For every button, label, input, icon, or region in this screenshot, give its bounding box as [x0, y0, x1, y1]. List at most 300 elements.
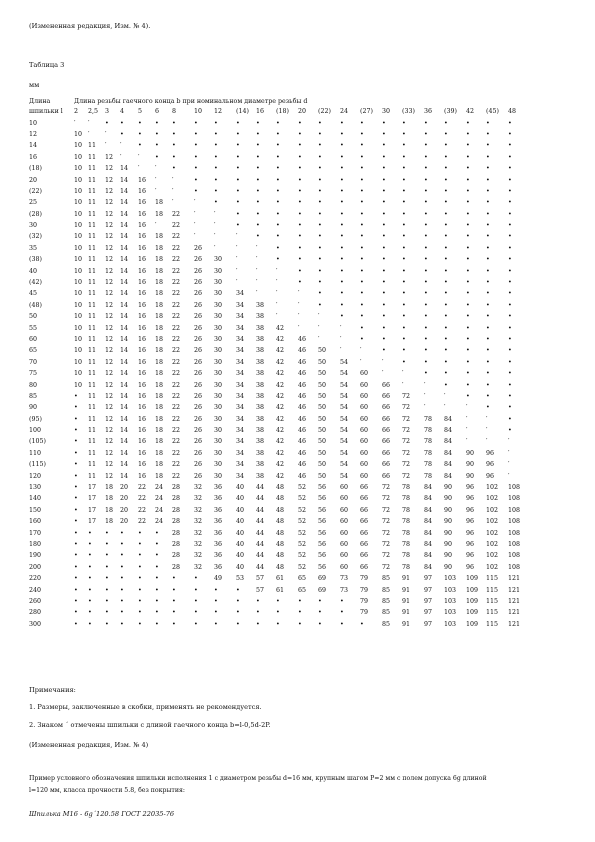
thread-length-cell: • [276, 210, 280, 218]
thread-length-cell: • [236, 620, 240, 628]
thread-length-cell: 26 [194, 472, 203, 480]
thread-length-cell: • [172, 620, 176, 628]
thread-length-cell: 10 [74, 176, 83, 184]
thread-length-cell: • [402, 210, 406, 218]
thread-length-cell: 22 [172, 256, 181, 264]
thread-length-cell: • [486, 392, 490, 400]
thread-length-cell: 42 [276, 449, 285, 457]
thread-length-cell: 14 [120, 461, 129, 469]
thread-length-cell: • [360, 199, 364, 207]
thread-length-cell: 17 [88, 518, 97, 526]
length-cell: 120 [29, 472, 42, 480]
thread-length-cell: • [298, 233, 302, 241]
thread-length-cell: • [298, 279, 302, 287]
thread-length-table [29, 98, 524, 631]
thread-length-cell: 103 [444, 597, 457, 605]
thread-length-cell: • [424, 267, 428, 275]
table-row [29, 517, 524, 528]
table-row [29, 255, 524, 266]
thread-length-cell: • [466, 199, 470, 207]
thread-length-cell: 78 [424, 415, 433, 423]
thread-length-cell: 18 [155, 347, 164, 355]
thread-length-cell: • [172, 597, 176, 605]
thread-length-cell: 66 [360, 563, 369, 571]
thread-length-cell: • [508, 290, 512, 298]
thread-length-cell: • [276, 165, 280, 173]
thread-length-cell: ′ [382, 370, 384, 378]
thread-length-cell: • [508, 130, 512, 138]
thread-length-cell: 22 [172, 461, 181, 469]
thread-length-cell: 46 [298, 392, 307, 400]
thread-length-cell: 84 [444, 438, 453, 446]
thread-length-cell: 115 [486, 597, 499, 605]
thread-length-cell: • [486, 358, 490, 366]
thread-length-cell: • [88, 597, 92, 605]
thread-length-cell: • [444, 199, 448, 207]
thread-length-cell: • [340, 222, 344, 230]
thread-length-cell: 85 [382, 575, 391, 583]
table-row [29, 460, 524, 471]
thread-length-cell: 18 [155, 267, 164, 275]
thread-length-cell: • [402, 153, 406, 161]
thread-length-cell: • [172, 586, 176, 594]
thread-length-cell: • [424, 358, 428, 366]
thread-length-cell: • [508, 404, 512, 412]
thread-length-cell: • [256, 609, 260, 617]
thread-length-cell: ′ [256, 279, 258, 287]
thread-length-cell: • [444, 233, 448, 241]
thread-length-cell: • [155, 142, 159, 150]
thread-length-cell: 38 [256, 392, 265, 400]
thread-length-cell: • [508, 392, 512, 400]
thread-length-cell: 12 [105, 233, 114, 241]
thread-length-cell: 66 [382, 381, 391, 389]
thread-length-cell: • [486, 176, 490, 184]
thread-length-cell: • [88, 586, 92, 594]
thread-length-cell: • [508, 301, 512, 309]
thread-length-cell: • [424, 153, 428, 161]
thread-length-cell: • [214, 130, 218, 138]
thread-length-cell: 12 [105, 313, 114, 321]
thread-length-cell: • [486, 267, 490, 275]
thread-length-cell: • [88, 541, 92, 548]
thread-length-cell: 60 [340, 495, 349, 503]
thread-length-cell: • [466, 358, 470, 366]
diameter-header-cell: 6 [155, 108, 160, 116]
length-cell: 260 [29, 597, 42, 605]
thread-length-cell: • [444, 222, 448, 230]
thread-length-cell: • [424, 324, 428, 332]
thread-length-cell: 72 [402, 404, 411, 412]
thread-length-cell: 11 [88, 176, 97, 184]
thread-length-cell: 12 [105, 324, 114, 332]
thread-length-cell: • [402, 358, 406, 366]
table-row [29, 289, 524, 300]
thread-length-cell: ′ [155, 165, 157, 173]
thread-length-cell: 14 [120, 244, 129, 252]
table-row [29, 243, 524, 254]
thread-length-cell: • [340, 176, 344, 184]
thread-length-cell: • [236, 130, 240, 138]
thread-length-cell: 18 [155, 210, 164, 218]
thread-length-cell: 46 [298, 347, 307, 355]
thread-length-cell: 66 [382, 472, 391, 480]
length-cell: (38) [29, 256, 42, 264]
thread-length-cell: 56 [318, 552, 327, 560]
thread-length-cell: 40 [236, 541, 245, 548]
length-cell: (115) [29, 461, 46, 469]
thread-length-cell: 26 [194, 301, 203, 309]
thread-length-cell: ′ [214, 222, 216, 230]
thread-length-cell: • [340, 267, 344, 275]
thread-length-cell: 30 [214, 358, 223, 366]
thread-length-cell: 28 [172, 541, 181, 548]
thread-length-cell: 84 [424, 495, 433, 503]
thread-length-cell: 12 [105, 358, 114, 366]
thread-length-cell: 14 [120, 313, 129, 321]
thread-length-cell: 16 [138, 358, 147, 366]
thread-length-cell: • [318, 199, 322, 207]
thread-length-cell: 46 [298, 449, 307, 457]
thread-length-cell: 12 [105, 153, 114, 161]
length-cell: 80 [29, 381, 38, 389]
thread-length-cell: 10 [74, 187, 83, 195]
thread-length-cell: 14 [120, 256, 129, 264]
thread-length-cell: 12 [105, 381, 114, 389]
thread-length-cell: • [236, 142, 240, 150]
thread-length-cell: • [74, 586, 78, 594]
thread-length-cell: 84 [424, 541, 433, 548]
thread-length-cell: 12 [105, 210, 114, 218]
table-row [29, 426, 524, 437]
thread-length-cell: • [74, 449, 78, 457]
table-row [29, 334, 524, 345]
thread-length-cell: • [155, 153, 159, 161]
thread-length-cell: 26 [194, 449, 203, 457]
thread-length-cell: 16 [138, 279, 147, 287]
thread-length-cell: • [74, 392, 78, 400]
thread-length-cell: • [444, 119, 448, 127]
thread-length-cell: • [105, 597, 109, 605]
thread-length-cell: ′ [194, 199, 196, 207]
thread-length-cell: • [424, 347, 428, 355]
thread-length-cell: • [155, 119, 159, 127]
thread-length-cell: • [466, 119, 470, 127]
thread-length-cell: • [214, 586, 218, 594]
thread-length-cell: ′ [424, 392, 426, 400]
table-row [29, 209, 524, 220]
thread-length-cell: 12 [105, 176, 114, 184]
thread-length-cell: 30 [214, 324, 223, 332]
thread-length-cell: • [256, 233, 260, 241]
thread-length-cell: • [298, 119, 302, 127]
thread-length-cell: 14 [120, 301, 129, 309]
thread-length-cell: • [486, 381, 490, 389]
thread-length-cell: 26 [194, 392, 203, 400]
thread-length-cell: 30 [214, 438, 223, 446]
thread-length-cell: 44 [256, 552, 265, 560]
thread-length-cell: ′ [194, 210, 196, 218]
thread-length-cell: 36 [214, 495, 223, 503]
thread-length-cell: 34 [236, 461, 245, 469]
thread-length-cell: 85 [382, 597, 391, 605]
thread-length-cell: • [508, 199, 512, 207]
table-header-row-2 [29, 107, 524, 118]
thread-length-cell: • [298, 165, 302, 173]
thread-length-cell: 16 [138, 381, 147, 389]
thread-length-cell: ′ [74, 119, 76, 127]
thread-length-cell: 42 [276, 347, 285, 355]
length-cell: 240 [29, 586, 42, 594]
diameter-header-cell: (27) [360, 108, 373, 116]
thread-length-cell: • [120, 563, 124, 571]
thread-length-cell: 12 [105, 461, 114, 469]
thread-length-cell: ′ [88, 130, 90, 138]
thread-length-cell: ′ [486, 427, 488, 435]
thread-length-cell: ′ [172, 199, 174, 207]
thread-length-cell: 69 [318, 586, 327, 594]
thread-length-cell: • [105, 529, 109, 537]
length-cell: 100 [29, 427, 42, 435]
thread-length-cell: 18 [155, 370, 164, 378]
table-row [29, 585, 524, 596]
thread-length-cell: ′ [466, 438, 468, 446]
thread-length-cell: 14 [120, 267, 129, 275]
thread-length-cell: 50 [318, 358, 327, 366]
length-cell: 60 [29, 335, 38, 343]
thread-length-cell: • [486, 199, 490, 207]
thread-length-cell: 46 [298, 404, 307, 412]
thread-length-cell: 78 [402, 506, 411, 514]
thread-length-cell: 12 [105, 244, 114, 252]
thread-length-cell: 48 [276, 506, 285, 514]
thread-length-cell: 108 [508, 518, 521, 526]
thread-length-cell: • [486, 210, 490, 218]
thread-length-cell: • [276, 142, 280, 150]
table-row [29, 152, 524, 163]
thread-length-cell: 14 [120, 472, 129, 480]
thread-length-cell: 60 [360, 427, 369, 435]
thread-length-cell: • [138, 119, 142, 127]
thread-length-cell: ′ [155, 176, 157, 184]
thread-length-cell: 12 [105, 472, 114, 480]
thread-length-cell: 48 [276, 495, 285, 503]
thread-length-cell: 12 [105, 199, 114, 207]
thread-length-cell: • [340, 187, 344, 195]
thread-length-cell: • [155, 130, 159, 138]
thread-length-cell: • [444, 176, 448, 184]
thread-length-cell: • [88, 609, 92, 617]
thread-length-cell: 108 [508, 563, 521, 571]
thread-length-cell: 103 [444, 609, 457, 617]
thread-length-cell: ′ [318, 335, 320, 343]
thread-length-cell: • [318, 130, 322, 138]
thread-length-cell: • [194, 176, 198, 184]
thread-length-cell: ′ [360, 358, 362, 366]
thread-length-cell: • [138, 620, 142, 628]
thread-length-cell: • [486, 279, 490, 287]
table-row [29, 414, 524, 425]
thread-length-cell: 91 [402, 586, 411, 594]
thread-length-cell: • [74, 495, 78, 503]
thread-length-cell: 16 [138, 290, 147, 298]
thread-length-cell: 108 [508, 552, 521, 560]
thread-length-cell: • [236, 609, 240, 617]
thread-length-cell: • [298, 199, 302, 207]
thread-length-cell: ′ [424, 404, 426, 412]
thread-length-cell: 52 [298, 541, 307, 548]
thread-length-cell: 22 [172, 313, 181, 321]
length-cell: 50 [29, 313, 38, 321]
table-row [29, 551, 524, 562]
thread-length-cell: • [120, 130, 124, 138]
thread-length-cell: 36 [214, 506, 223, 514]
thread-length-cell: 14 [120, 449, 129, 457]
thread-length-cell: • [424, 256, 428, 264]
thread-length-cell: • [360, 335, 364, 343]
thread-length-cell: • [382, 347, 386, 355]
thread-length-cell: 17 [88, 506, 97, 514]
thread-length-cell: 84 [424, 563, 433, 571]
thread-length-cell: • [508, 427, 512, 435]
thread-length-cell: • [340, 290, 344, 298]
thread-length-cell: 18 [155, 449, 164, 457]
thread-length-cell: 46 [298, 472, 307, 480]
thread-length-cell: 66 [360, 552, 369, 560]
length-cell: (105) [29, 438, 46, 446]
thread-length-cell: 44 [256, 541, 265, 548]
thread-length-cell: 97 [424, 575, 433, 583]
thread-length-cell: ′ [276, 290, 278, 298]
thread-length-cell: 34 [236, 415, 245, 423]
thread-length-cell: 24 [155, 484, 164, 492]
thread-length-cell: 79 [360, 597, 369, 605]
thread-length-cell: 44 [256, 563, 265, 571]
thread-length-cell: 72 [402, 415, 411, 423]
thread-length-cell: • [508, 119, 512, 127]
thread-length-cell: 32 [194, 529, 203, 537]
thread-length-cell: • [194, 165, 198, 173]
thread-length-cell: 72 [382, 541, 391, 548]
thread-length-cell: • [402, 222, 406, 230]
thread-length-cell: 18 [155, 461, 164, 469]
thread-length-cell: 16 [138, 461, 147, 469]
thread-length-cell: 22 [172, 427, 181, 435]
table-row [29, 403, 524, 414]
diameter-header-cell: 10 [194, 108, 203, 116]
thread-length-cell: 26 [194, 267, 203, 275]
thread-length-cell: 18 [105, 484, 114, 492]
thread-length-cell: 30 [214, 313, 223, 321]
thread-length-cell: 16 [138, 187, 147, 195]
thread-length-cell: 18 [155, 233, 164, 241]
thread-length-cell: 32 [194, 563, 203, 571]
thread-length-cell: 14 [120, 165, 129, 173]
thread-length-cell: 85 [382, 609, 391, 617]
thread-length-cell: • [382, 267, 386, 275]
thread-length-cell: 10 [74, 335, 83, 343]
table-row [29, 448, 524, 459]
diameter-header-cell: 16 [256, 108, 265, 116]
length-cell: 300 [29, 620, 42, 628]
thread-length-cell: 12 [105, 301, 114, 309]
thread-length-cell: 97 [424, 620, 433, 628]
thread-length-cell: 22 [172, 324, 181, 332]
thread-length-cell: 18 [155, 438, 164, 446]
edit-note: (Измененная редакция, Изм. № 4) [29, 741, 149, 749]
thread-length-cell: 84 [424, 529, 433, 537]
thread-length-cell: • [444, 279, 448, 287]
thread-length-cell: • [298, 609, 302, 617]
thread-length-cell: 108 [508, 506, 521, 514]
thread-length-cell: 56 [318, 495, 327, 503]
thread-length-cell: • [88, 575, 92, 583]
length-cell: 45 [29, 290, 38, 298]
thread-length-cell: 36 [214, 529, 223, 537]
thread-length-cell: 46 [298, 335, 307, 343]
thread-length-cell: • [138, 142, 142, 150]
thread-length-cell: • [508, 358, 512, 366]
table-row [29, 437, 524, 448]
thread-length-cell: ′ [236, 256, 238, 264]
thread-length-cell: 54 [340, 370, 349, 378]
thread-length-cell: 17 [88, 484, 97, 492]
thread-length-cell: • [172, 142, 176, 150]
thread-length-cell: • [360, 119, 364, 127]
thread-length-cell: • [402, 199, 406, 207]
length-cell: 35 [29, 244, 38, 252]
thread-length-cell: 38 [256, 415, 265, 423]
thread-length-cell: 26 [194, 244, 203, 252]
thread-length-cell: ′ [486, 438, 488, 446]
thread-length-cell: • [88, 563, 92, 571]
thread-length-cell: 20 [120, 506, 129, 514]
thread-length-cell: 10 [74, 210, 83, 218]
thread-length-cell: 16 [138, 335, 147, 343]
thread-length-cell: • [360, 210, 364, 218]
thread-length-cell: • [382, 187, 386, 195]
thread-length-cell: 18 [155, 313, 164, 321]
thread-length-cell: 14 [120, 279, 129, 287]
thread-length-cell: 54 [340, 415, 349, 423]
thread-length-cell: ′ [120, 153, 122, 161]
thread-length-cell: 12 [105, 427, 114, 435]
thread-length-cell: • [276, 199, 280, 207]
thread-length-cell: ′ [466, 427, 468, 435]
thread-length-cell: • [402, 267, 406, 275]
thread-length-cell: • [256, 620, 260, 628]
thread-length-cell: 10 [74, 153, 83, 161]
thread-length-cell: 14 [120, 404, 129, 412]
diameter-header-cell: 2 [74, 108, 79, 116]
thread-length-cell: • [74, 438, 78, 446]
thread-length-cell: • [340, 256, 344, 264]
thread-length-cell: 44 [256, 529, 265, 537]
thread-length-cell: 34 [236, 347, 245, 355]
thread-length-cell: • [318, 222, 322, 230]
thread-length-cell: • [444, 347, 448, 355]
table-row [29, 608, 524, 619]
thread-length-cell: 22 [172, 415, 181, 423]
thread-length-cell: 57 [256, 586, 265, 594]
thread-length-cell: 60 [360, 392, 369, 400]
thread-length-cell: 28 [172, 552, 181, 560]
thread-length-cell: 30 [214, 472, 223, 480]
thread-length-cell: 42 [276, 324, 285, 332]
thread-length-cell: • [74, 427, 78, 435]
thread-length-cell: 11 [88, 165, 97, 173]
thread-length-cell: ′ [298, 324, 300, 332]
